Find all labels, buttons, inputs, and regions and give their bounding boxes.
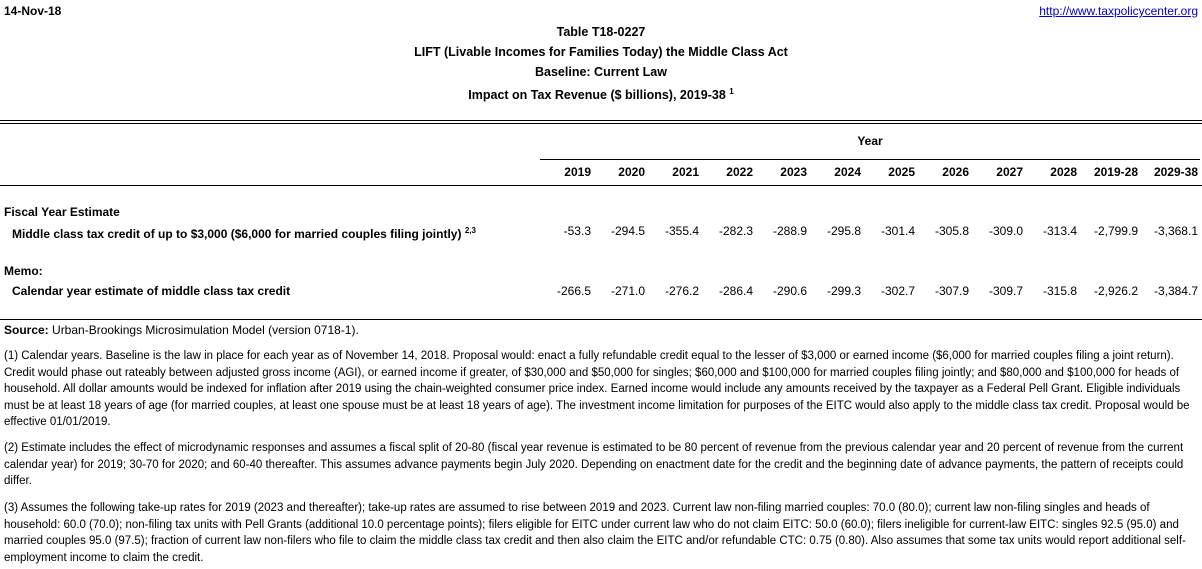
source-note: Source: Urban-Brookings Microsimulation Model (version 0718-1).	[4, 323, 359, 337]
table-cell: -313.4	[1042, 224, 1077, 238]
table-cell: -290.6	[772, 284, 807, 298]
table-title: LIFT (Livable Incomes for Families Today) the Middle Class Act	[414, 45, 788, 59]
column-header: 2028	[1050, 165, 1077, 179]
divider	[0, 185, 1202, 186]
column-header: 2019	[564, 165, 591, 179]
divider	[0, 123, 1202, 124]
table-cell: -288.9	[772, 224, 807, 238]
divider	[540, 159, 1200, 160]
table-cell: -294.5	[610, 224, 645, 238]
column-header: 2029-38	[1153, 165, 1198, 179]
column-header: 2019-28	[1093, 165, 1138, 179]
table-cell: -301.4	[880, 224, 915, 238]
row-label-fiscal: Middle class tax credit of up to $3,000 ($6,000 for married couples filing jointly) $^{2,3}$	[12, 226, 476, 241]
table-cell: -3,384.7	[1153, 284, 1198, 298]
divider	[0, 319, 1202, 320]
table-cell: -302.7	[880, 284, 915, 298]
column-header: 2026	[942, 165, 969, 179]
footnote-3: (3) Assumes the following take-up rates for 2019 (2023 and thereafter); take-up rates are assumed to rise between 2019 and 2023. Current law non-filing married couples: 70.0 (80.0); current law non-filing singles and heads of household: 60.0 (70.0); non-filing tax units with Pell Grants (additional 10.0 percentage points); filers eligible for EITC under current law who do not claim EITC: 50.0 (60.0); filers ineligible for current-law EITC: singles 92.5 (95.0) and married couples 95.0 (97.5); fraction of current law non-filers who file to claim the middle class tax credit and then also claim the EITC and/or refundable CTC: 0.75 (0.80). Also assumes that some tax units would report additional self-employment income to claim the credit.	[4, 502, 1186, 564]
table-cell: -295.8	[826, 224, 861, 238]
table-cell: -309.0	[988, 224, 1023, 238]
section-title-memo: Memo:	[4, 264, 43, 278]
column-header: 2027	[996, 165, 1023, 179]
table-cell: -271.0	[610, 284, 645, 298]
column-header: 2024	[834, 165, 861, 179]
table-cell: -299.3	[826, 284, 861, 298]
column-header: 2020	[618, 165, 645, 179]
table-cell: -266.5	[556, 284, 591, 298]
table-cell: -2,799.9	[1093, 224, 1138, 238]
table-cell: -315.8	[1042, 284, 1077, 298]
report-date: 14-Nov-18	[4, 4, 62, 18]
column-header: 2023	[780, 165, 807, 179]
column-header: 2021	[672, 165, 699, 179]
row-label-memo: Calendar year estimate of middle class tax credit	[12, 284, 291, 298]
source-link[interactable]: http://www.taxpolicycenter.org	[1039, 4, 1198, 18]
baseline-label: Baseline: Current Law	[535, 65, 667, 79]
divider	[0, 120, 1202, 121]
year-header: Year	[857, 134, 883, 148]
footnote-2: (2) Estimate includes the effect of microdynamic responses and assumes a fiscal split of 20-80 (fiscal year revenue is estimated to be 80 percent of revenue from the previous calendar year and 20 percent of revenue from the current calendar year) for 2019; 30-70 for 2020; and 60-40 thereafter. This assumes advance payments begin July 2020. Depending on enactment date for the credit and the beginning date of advance payments, the pattern of receipts could differ.	[4, 442, 1184, 487]
table-cell: -355.4	[664, 224, 699, 238]
table-cell: -309.7	[988, 284, 1023, 298]
footnote-ref: 1	[729, 87, 734, 96]
table-cell: -53.3	[563, 224, 591, 238]
column-header: 2022	[726, 165, 753, 179]
table-cell: -2,926.2	[1093, 284, 1138, 298]
table-id: Table T18-0227	[556, 25, 646, 39]
title-block	[0, 22, 1202, 102]
impact-label: Impact on Tax Revenue ($ billions), 2019-38 $^1$	[468, 87, 734, 103]
table-cell: -282.3	[718, 224, 753, 238]
table-cell: -307.9	[934, 284, 969, 298]
table-cell: -305.8	[934, 224, 969, 238]
table-cell: -276.2	[664, 284, 699, 298]
footnote-1: (1) Calendar years. Baseline is the law in place for each year as of November 14, 2018. Proposal would: enact a fully refundable credit equal to the lesser of $3,000 or earned income ($6,000 for married couples filing a joint return). Credit would phase out rateably between adjusted gross income (AGI), or earned income if greater, of $30,000 and $50,000 for singles; $60,000 and $100,000 for married couples filing jointly; and $80,000 and $100,000 for heads of household. All dollar amounts would be indexed for inflation after 2019 using the chain-weighted consumer price index. Earned income would include any amounts received by the taxpayer as a Federal Pell Grant. Eligible individuals must be at least 18 years of age (for married couples, at least one spouse must be at least 18 years of age). The investment income limitation for purposes of the EITC would also apply to the middle class tax credit. Proposal would be effective 01/01/2019.	[4, 350, 1190, 428]
column-header: 2025	[888, 165, 915, 179]
section-title-fiscal: Fiscal Year Estimate	[4, 205, 120, 219]
table-cell: -3,368.1	[1153, 224, 1198, 238]
table-cell: -286.4	[718, 284, 753, 298]
